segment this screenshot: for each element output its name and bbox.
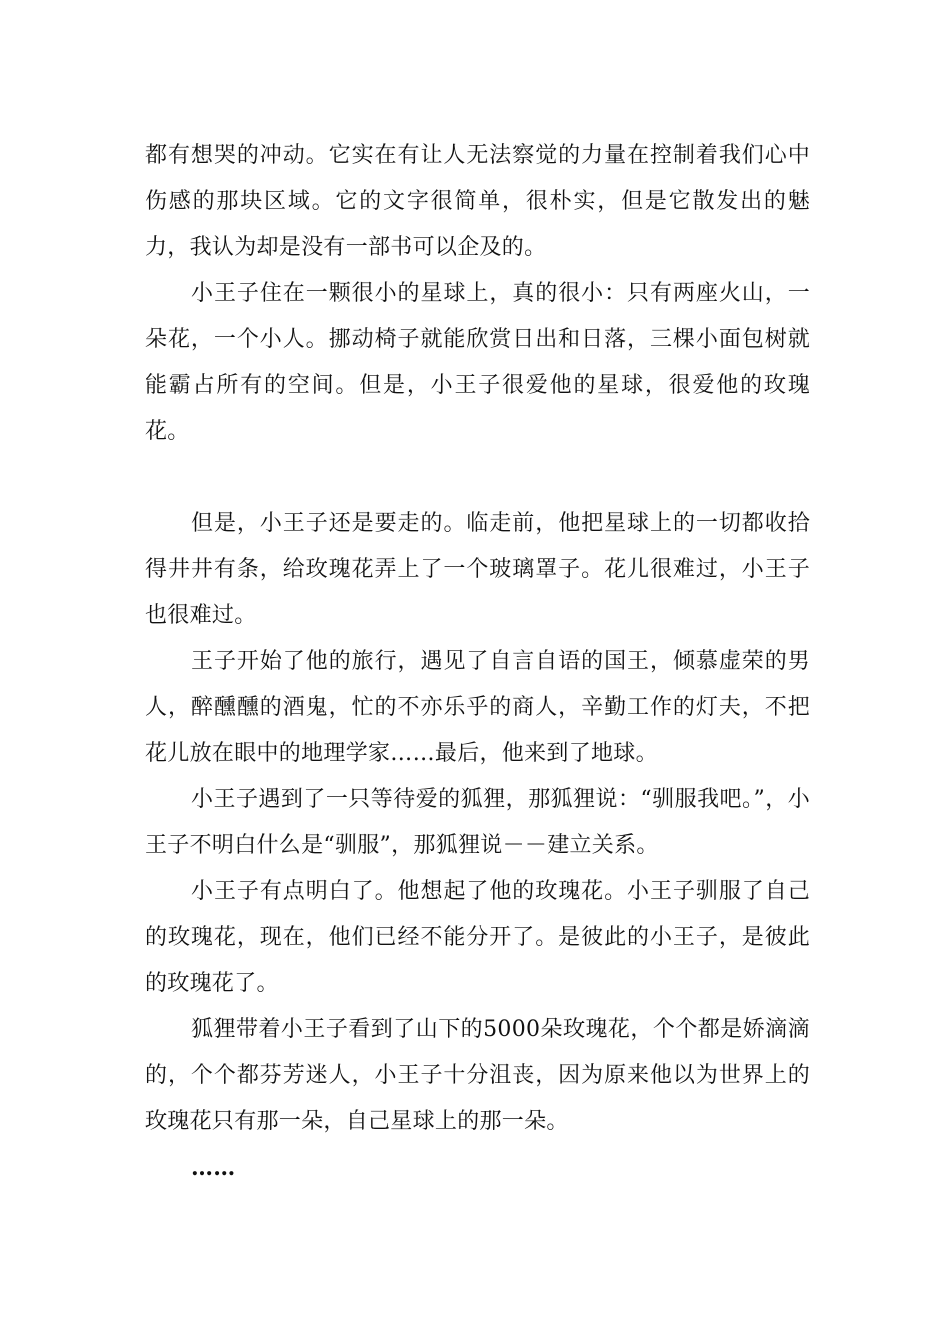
paragraph-1: 都有想哭的冲动。它实在有让人无法察觉的力量在控制着我们心中伤感的那块区域。它的文字很简单，很朴实，但是它散发出的魅力，我认为却是没有一部书可以企及的。 [145,143,810,260]
ellipsis-marker: …… [191,1155,236,1181]
paragraph-4: 王子开始了他的旅行，遇见了自言自语的国王，倾慕虚荣的男人，醉醺醺的酒鬼，忙的不亦乐乎的商人，辛勤工作的灯夫，不把花儿放在眼中的地理学家……最后，他来到了地球。 [145,649,810,766]
document-body [145,133,810,1191]
paragraph-6: 小王子有点明白了。他想起了他的玫瑰花。小王子驯服了自己的玫瑰花，现在，他们已经不能分开了。是彼此的小王子，是彼此的玫瑰花了。 [145,879,810,996]
paragraph-spacer [145,455,810,501]
paragraph-5: 小王子遇到了一只等待爱的狐狸，那狐狸说：“驯服我吧。”，小王子不明白什么是“驯服”，那狐狸说－－建立关系。 [145,787,810,858]
paragraph-3: 但是，小王子还是要走的。临走前，他把星球上的一切都收拾得井井有条，给玫瑰花弄上了一个玻璃罩子。花儿很难过，小王子也很难过。 [145,511,810,628]
paragraph-7: 狐狸带着小王子看到了山下的5000朵玫瑰花，个个都是娇滴滴的，个个都芬芳迷人，小王子十分沮丧，因为原来他以为世界上的玫瑰花只有那一朵，自己星球上的那一朵。 [145,1017,810,1134]
paragraph-2: 小王子住在一颗很小的星球上，真的很小：只有两座火山，一朵花，一个小人。挪动椅子就能欣赏日出和日落，三棵小面包树就能霸占所有的空间。但是，小王子很爱他的星球，很爱他的玫瑰花。 [145,281,810,444]
